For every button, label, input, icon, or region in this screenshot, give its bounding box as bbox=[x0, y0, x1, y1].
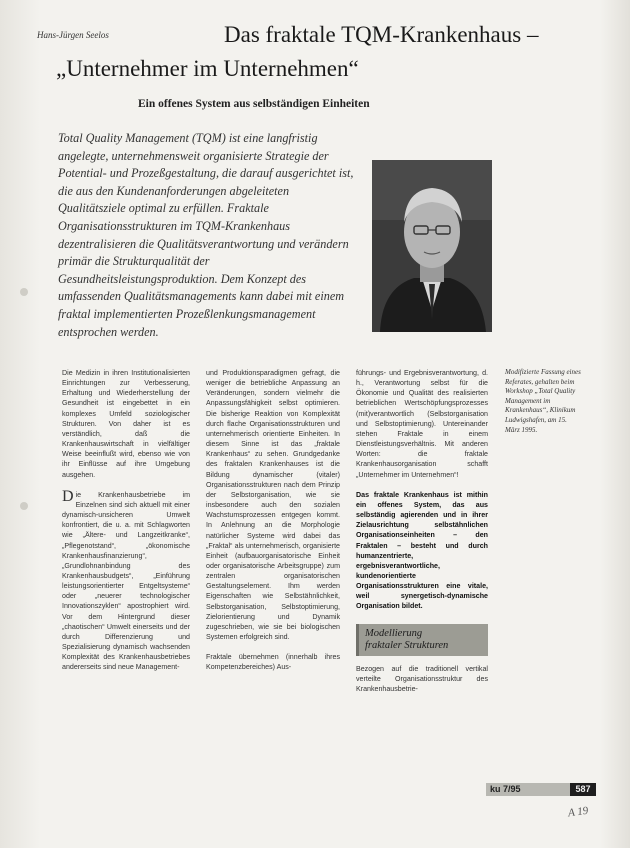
photo-caption: Modifizierte Fassung eines Referates, gehalten beim Workshop „Total Quality Management im Krankenhaus“, Klinikum Ludwigshafen, am 15. März 1995. bbox=[505, 368, 581, 434]
page-number: 587 bbox=[570, 783, 596, 796]
punch-hole bbox=[20, 502, 28, 510]
article-subtitle: Ein offenes System aus selbständigen Einheiten bbox=[138, 98, 370, 110]
highlight-paragraph: Das fraktale Krankenhaus ist mithin ein offenes System, das aus selbständig agierenden und in ihrer Zielausrichtung selbstähnlichen Organisationseinheiten – den Fraktalen – besteht und durch humanzentrierte, ergebnisverantwortliche, kundenorientierte Organisationsstrukturen eine vitale, weil synergetisch-dynamische Organisation bildet. bbox=[356, 490, 488, 611]
article-title-line2: „Unternehmer im Unternehmen“ bbox=[56, 56, 359, 81]
body-paragraph: Bezogen auf die traditionell vertikal verteilte Organisationsstruktur des Krankenhausbetrie- bbox=[356, 664, 488, 693]
handwritten-note: A 19 bbox=[567, 804, 590, 820]
body-paragraph: und Produktionsparadigmen gefragt, die weniger die betriebliche Anpassung an Veränderungen, sondern vielmehr die Anpassungsfähigkeit selbst optimieren. Die bisherige Reaktion von Komplexität durch flache Organisationsstrukturen und unternehmerisch orientierte Einheiten. In diesem Sinne ist das „fraktale Krankenhaus“ zu sehen. Grundgedanke des fraktalen Krankenhauses ist die Bildung dynamischer (vitaler) Organisationsstrukturen nach dem Prinzip der Selbstorganisation, wie sie insbesondere auch den sozialen Wachstumsprozessen entgegen kommt. In Anlehnung an die Morphologie natürlicher Systeme wird dabei das „Fraktal“ als unternehmerisch, organisierte Einheit (aufbauorganisatorische Einheit oder organisatorische Arbeitsgruppe) zum zentralen organisatorischen Gestaltungselement. Ihm werden Eigenschaften wie Selbstähnlichkeit, Selbstorganisation, Selbstoptimierung, Zielorientierung und Dynamik zugeschrieben, wie sie bei biologischen Systemen erfolgreich sind. bbox=[206, 369, 340, 642]
article-title-line1: Das fraktale TQM-Krankenhaus – bbox=[224, 22, 539, 47]
body-paragraph: Fraktale übernehmen (innerhalb ihres Kompetenzbereiches) Aus- bbox=[206, 653, 340, 672]
lead-paragraph: Total Quality Management (TQM) ist eine langfristig angelegte, unternehmensweit organisierte Strategie der Potential- und Prozeßgestaltung, die darauf ausgerichtet ist, die aus den Kundenanforderungen abgeleiteten Qualitätsziele optimal zu erfüllen. Fraktale Organisationsstrukturen im TQM-Krankenhaus dezentralisieren die Qualitätsverantwortung und verändern primär die Strukturqualität der Gesundheitsleistungsproduktion. Dem Konzept des umfassenden Qualitätsmanagements kann dabei mit einem fraktal implementierten Prozeßlenkungsmanagement entsprochen werden. bbox=[58, 131, 354, 339]
body-paragraph: führungs- und Ergebnisverantwortung, d. h., Verantwortung selbst für die Ökonomie und Qualität des realisierten betrieblichen Wertschöpfungsprozesses (mit)verantwortlich (Selbstorganisation und Selbstoptimierung). Untereinander stehen Fraktale in einem Dienstleistungsverhältnis. Mit anderen Worten: die fraktale Krankenhausorganisation schafft „Unternehmer im Unternehmen“! bbox=[356, 369, 488, 479]
body-column-3 bbox=[356, 368, 488, 704]
author-portrait bbox=[372, 160, 492, 332]
drop-cap: D bbox=[62, 487, 74, 505]
body-column-2 bbox=[206, 368, 340, 683]
section-subheading: Modellierung fraktaler Strukturen bbox=[356, 624, 488, 656]
body-paragraph: Die Medizin in ihren Institutionalisierten Einrichtungen zur Verbesserung, Erhaltung und Wiederherstellung der Gesundheit ist eingebettet in ein komplexes Umfeld soziologischer Strukturen. Von daher ist es verständlich, daß die Krankenhauswirtschaft in vielfältiger Weise beeinflußt wird, ebenso wie von ihr Einflüsse auf ihre Umgebung ausgehen. bbox=[62, 369, 190, 479]
body-paragraph: Die Krankenhausbetriebe im Einzelnen sind sich aktuell mit einer dynamisch-unsicheren Umwelt konfrontiert, die u. a. mit Schlagworten wie „Ältere- und Langzeitkranke“, „Pflegenotstand“, „ökonomische Krankenhausfinanzierung“, „Grundlohnanbindung des Krankenhausbudgets“, „Einführung leistungsorientierter Entgeltsysteme“ oder „neuerer technologischer Innovationszyklen“ apostrophiert wird. Vor dem Hintergrund dieser „chaotischen“ Umwelt einerseits und der durch Differenzierung und Spezialisierung dynamisch wachsenden Komplexität des Krankenhausbetriebes andererseits sind neue Management- bbox=[62, 487, 190, 672]
journal-logo: ku 7/95 bbox=[486, 783, 570, 796]
punch-hole bbox=[20, 288, 28, 296]
author-name: Hans-Jürgen Seelos bbox=[37, 30, 109, 40]
body-column-1 bbox=[62, 368, 190, 683]
